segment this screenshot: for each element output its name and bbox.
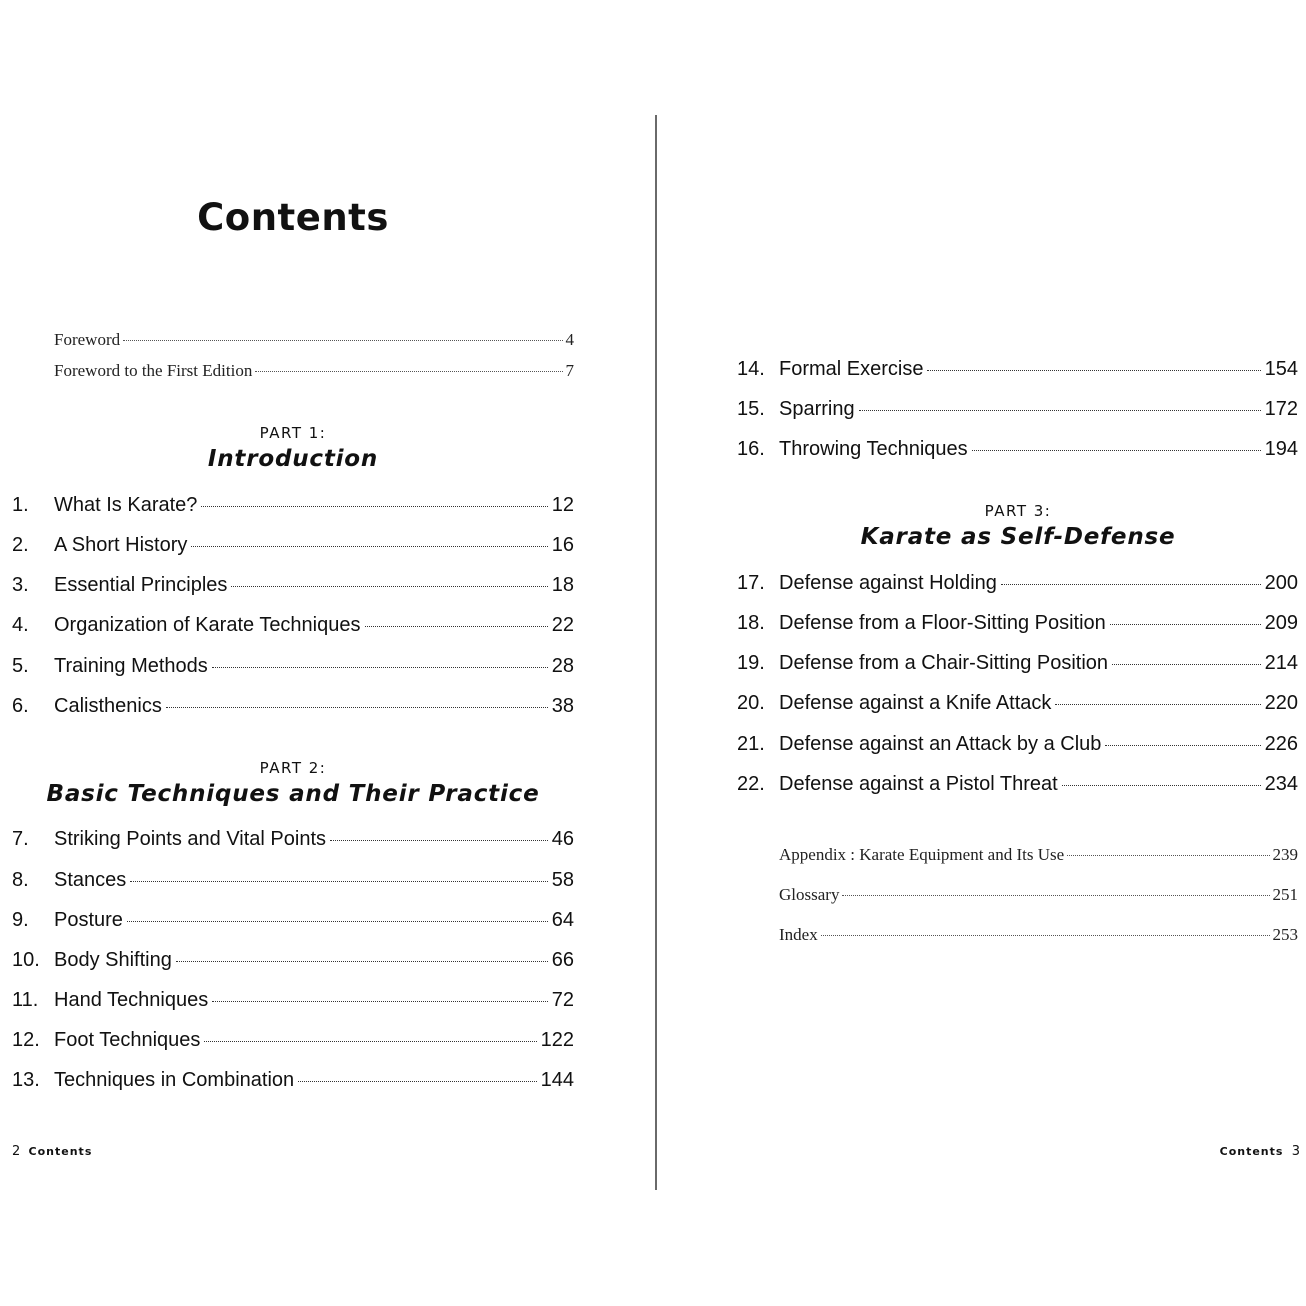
- toc-chapter-entry[interactable]: [737, 733, 1298, 759]
- right-running-head: Contents: [1219, 1145, 1284, 1158]
- chapter-number: 14.: [737, 358, 765, 380]
- dot-leader: [1055, 704, 1260, 705]
- dot-leader: [231, 586, 547, 587]
- entry-label: Foreword to the First Edition: [54, 361, 253, 380]
- chapter-number: 13.: [12, 1069, 40, 1091]
- dot-leader: [298, 1081, 536, 1082]
- chapter-page: 234: [1264, 773, 1298, 795]
- dot-leader: [201, 506, 547, 507]
- toc-chapter-entry[interactable]: [12, 574, 574, 600]
- entry-label: Glossary: [779, 885, 840, 904]
- chapter-page: 154: [1264, 358, 1298, 380]
- part-title: Basic Techniques and Their Practice: [46, 781, 540, 807]
- dot-leader: [191, 546, 547, 547]
- dot-leader: [1001, 584, 1261, 585]
- dot-leader: [1067, 855, 1269, 856]
- chapter-title: Throwing Techniques: [779, 438, 968, 460]
- dot-leader: [123, 340, 562, 341]
- chapter-page: 18: [551, 574, 574, 596]
- chapter-title: Calisthenics: [54, 695, 162, 717]
- toc-chapter-entry[interactable]: [12, 949, 574, 975]
- chapter-page: 122: [540, 1029, 574, 1051]
- chapter-title: Striking Points and Vital Points: [54, 828, 327, 850]
- chapter-title: Hand Techniques: [54, 989, 209, 1011]
- chapter-page: 16: [551, 534, 574, 556]
- chapter-page: 46: [551, 828, 574, 850]
- chapter-title: Defense against an Attack by a Club: [779, 733, 1102, 755]
- page-title: Contents: [197, 196, 389, 239]
- entry-label: Index: [779, 925, 818, 944]
- entry-page: 253: [1272, 925, 1298, 944]
- dot-leader: [842, 895, 1269, 896]
- toc-chapter-entry[interactable]: [12, 989, 574, 1015]
- chapter-page: 12: [551, 494, 574, 516]
- toc-back-entry[interactable]: [779, 845, 1298, 865]
- entry-label: Appendix : Karate Equipment and Its Use: [779, 845, 1065, 864]
- toc-chapter-entry[interactable]: [737, 438, 1298, 464]
- part-title: Karate as Self-Defense: [860, 524, 1176, 550]
- chapter-number: 6.: [12, 695, 29, 717]
- chapter-number: 18.: [737, 612, 765, 634]
- toc-chapter-entry[interactable]: [12, 909, 574, 935]
- toc-chapter-entry[interactable]: [12, 614, 574, 640]
- dot-leader: [204, 1041, 536, 1042]
- chapter-page: 200: [1264, 572, 1298, 594]
- entry-label: Foreword: [54, 330, 121, 349]
- toc-chapter-entry[interactable]: [12, 869, 574, 895]
- chapter-number: 22.: [737, 773, 765, 795]
- chapter-title: Defense from a Floor-Sitting Position: [779, 612, 1106, 634]
- toc-chapter-entry[interactable]: [12, 1029, 574, 1055]
- right-page-folio: [1220, 1144, 1300, 1159]
- chapter-title: Foot Techniques: [54, 1029, 201, 1051]
- chapter-title: A Short History: [54, 534, 188, 556]
- chapter-page: 72: [551, 989, 574, 1011]
- chapter-number: 15.: [737, 398, 765, 420]
- toc-front-entry[interactable]: [54, 330, 574, 350]
- toc-chapter-entry[interactable]: [12, 695, 574, 721]
- chapter-title: Defense from a Chair-Sitting Position: [779, 652, 1109, 674]
- chapter-number: 20.: [737, 692, 765, 714]
- chapter-number: 16.: [737, 438, 765, 460]
- entry-page: 4: [565, 330, 574, 349]
- left-page-number: 2: [12, 1144, 21, 1159]
- chapter-title: Posture: [54, 909, 123, 931]
- toc-chapter-entry[interactable]: [12, 494, 574, 520]
- chapter-page: 209: [1264, 612, 1298, 634]
- dot-leader: [972, 450, 1261, 451]
- chapter-page: 64: [551, 909, 574, 931]
- chapter-page: 66: [551, 949, 574, 971]
- chapter-page: 220: [1264, 692, 1298, 714]
- chapter-title: Training Methods: [54, 655, 208, 677]
- dot-leader: [821, 935, 1270, 936]
- dot-leader: [1110, 624, 1261, 625]
- toc-chapter-entry[interactable]: [737, 358, 1298, 384]
- dot-leader: [927, 370, 1260, 371]
- dot-leader: [212, 1001, 548, 1002]
- toc-chapter-entry[interactable]: [737, 398, 1298, 424]
- entry-page: 251: [1272, 885, 1298, 904]
- chapter-number: 17.: [737, 572, 765, 594]
- dot-leader: [330, 840, 548, 841]
- toc-chapter-entry[interactable]: [12, 534, 574, 560]
- chapter-number: 12.: [12, 1029, 40, 1051]
- chapter-number: 4.: [12, 614, 29, 636]
- part-title: Introduction: [207, 446, 379, 472]
- dot-leader: [1112, 664, 1261, 665]
- chapter-page: 226: [1264, 733, 1298, 755]
- left-page-folio: [12, 1144, 92, 1159]
- chapter-page: 28: [551, 655, 574, 677]
- entry-page: 239: [1272, 845, 1298, 864]
- toc-chapter-entry[interactable]: [737, 572, 1298, 598]
- toc-back-entry[interactable]: [779, 885, 1298, 905]
- dot-leader: [176, 961, 548, 962]
- dot-leader: [166, 707, 548, 708]
- chapter-page: 144: [540, 1069, 574, 1091]
- toc-chapter-entry[interactable]: [737, 652, 1298, 678]
- part-label: PART 3:: [984, 502, 1052, 520]
- toc-chapter-entry[interactable]: [12, 655, 574, 681]
- chapter-number: 10.: [12, 949, 40, 971]
- chapter-page: 58: [551, 869, 574, 891]
- toc-chapter-entry[interactable]: [737, 612, 1298, 638]
- chapter-number: 11.: [12, 989, 39, 1011]
- entry-page: 7: [565, 361, 574, 380]
- chapter-title: Techniques in Combination: [54, 1069, 295, 1091]
- dot-leader: [127, 921, 548, 922]
- chapter-page: 38: [551, 695, 574, 717]
- chapter-title: Stances: [54, 869, 127, 891]
- toc-back-entry[interactable]: [779, 925, 1298, 945]
- chapter-page: 22: [551, 614, 574, 636]
- chapter-number: 1.: [12, 494, 29, 516]
- dot-leader: [255, 371, 562, 372]
- left-running-head: Contents: [28, 1145, 93, 1158]
- chapter-title: Essential Principles: [54, 574, 228, 596]
- part-label: PART 2:: [259, 759, 327, 777]
- dot-leader: [1062, 785, 1261, 786]
- chapter-title: Sparring: [779, 398, 855, 420]
- chapter-title: What Is Karate?: [54, 494, 198, 516]
- dot-leader: [859, 410, 1261, 411]
- right-page-number: 3: [1291, 1144, 1300, 1159]
- chapter-page: 172: [1264, 398, 1298, 420]
- chapter-number: 5.: [12, 655, 29, 677]
- chapter-title: Defense against a Pistol Threat: [779, 773, 1058, 795]
- chapter-number: 7.: [12, 828, 29, 850]
- chapter-number: 9.: [12, 909, 29, 931]
- dot-leader: [1105, 745, 1260, 746]
- chapter-number: 2.: [12, 534, 29, 556]
- chapter-number: 3.: [12, 574, 29, 596]
- chapter-title: Formal Exercise: [779, 358, 924, 380]
- dot-leader: [130, 881, 547, 882]
- chapter-page: 194: [1264, 438, 1298, 460]
- chapter-title: Defense against Holding: [779, 572, 997, 594]
- toc-chapter-entry[interactable]: [12, 1069, 574, 1095]
- chapter-number: 8.: [12, 869, 29, 891]
- toc-chapter-entry[interactable]: [12, 828, 574, 854]
- book-spine-divider: [655, 115, 657, 1190]
- chapter-title: Defense against a Knife Attack: [779, 692, 1052, 714]
- dot-leader: [365, 626, 548, 627]
- chapter-title: Body Shifting: [54, 949, 172, 971]
- chapter-number: 19.: [737, 652, 765, 674]
- chapter-page: 214: [1264, 652, 1298, 674]
- part-label: PART 1:: [259, 424, 327, 442]
- toc-chapter-entry[interactable]: [737, 692, 1298, 718]
- chapter-title: Organization of Karate Techniques: [54, 614, 361, 636]
- toc-chapter-entry[interactable]: [737, 773, 1298, 799]
- dot-leader: [212, 667, 548, 668]
- toc-front-entry[interactable]: [54, 361, 574, 381]
- chapter-number: 21.: [737, 733, 765, 755]
